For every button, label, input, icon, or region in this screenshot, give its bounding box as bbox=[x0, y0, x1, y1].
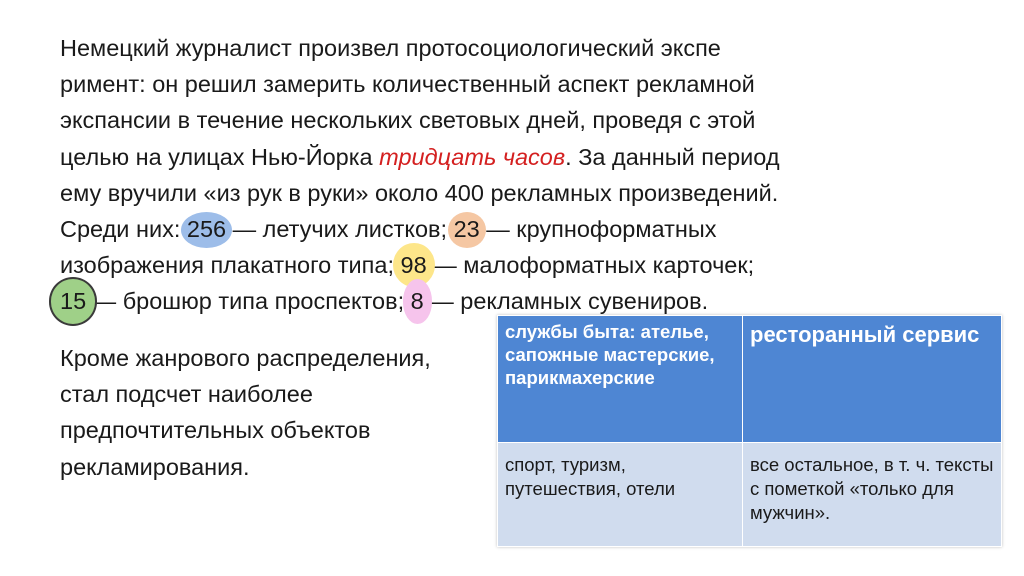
number-souvenirs-highlight: 8 bbox=[411, 283, 424, 319]
table-cell-other: все остальное, в т. ч. тексты с пометкой «только для мужчин». bbox=[743, 443, 1002, 547]
text-fragment: изображения плакатного типа; bbox=[60, 252, 401, 279]
number-posters-highlight: 23 bbox=[454, 211, 480, 247]
table-cell-sport: спорт, туризм, путешествия, отели bbox=[498, 443, 743, 547]
text-line: ему вручили «из рук в руки» около 400 рекламных произведений. bbox=[60, 179, 779, 206]
text-line: римент: он решил замерить количественный аспект рекламной bbox=[60, 71, 755, 98]
table-header-cell-restaurant: ресторанный сервис bbox=[743, 316, 1002, 443]
text-fragment: целью на улицах Нью-Йорка bbox=[60, 143, 380, 170]
text-fragment: — летучих листков; bbox=[226, 216, 454, 243]
text-line bbox=[60, 211, 960, 247]
text-line bbox=[60, 139, 960, 175]
text-fragment: . За данный период bbox=[565, 143, 780, 170]
text-line: предпочтительных объектов bbox=[60, 417, 371, 444]
text-line: экспансии в течение нескольких световых дней, проведя с этой bbox=[60, 107, 756, 134]
number-cards-highlight: 98 bbox=[401, 247, 427, 283]
advertising-objects-table bbox=[497, 315, 1002, 547]
number-leaflets-highlight: 256 bbox=[187, 211, 226, 247]
table-row bbox=[498, 443, 1002, 547]
highlighted-phrase: тридцать часов bbox=[379, 143, 566, 170]
text-line: стал подсчет наиболее bbox=[60, 381, 313, 408]
text-fragment: — рекламных сувениров. bbox=[423, 288, 709, 315]
table-header-cell-services: службы быта: ателье, сапожные мастерские, парикмахерские bbox=[498, 316, 743, 443]
main-paragraph bbox=[60, 30, 960, 320]
text-line: Кроме жанрового распределения, bbox=[60, 345, 431, 371]
text-fragment: Среди них: bbox=[60, 216, 187, 243]
text-line bbox=[60, 247, 960, 283]
text-fragment: — крупноформатных bbox=[479, 216, 717, 243]
table-header-row bbox=[498, 316, 1002, 443]
text-fragment: — малоформатных карточек; bbox=[426, 252, 755, 279]
text-line: рекламирования. bbox=[60, 453, 250, 480]
text-fragment: — брошюр типа проспектов; bbox=[86, 288, 411, 315]
number-brochures-highlight: 15 bbox=[60, 283, 86, 319]
secondary-paragraph bbox=[60, 340, 500, 485]
text-line: Немецкий журналист произвел протосоциологический экспе bbox=[60, 35, 721, 61]
